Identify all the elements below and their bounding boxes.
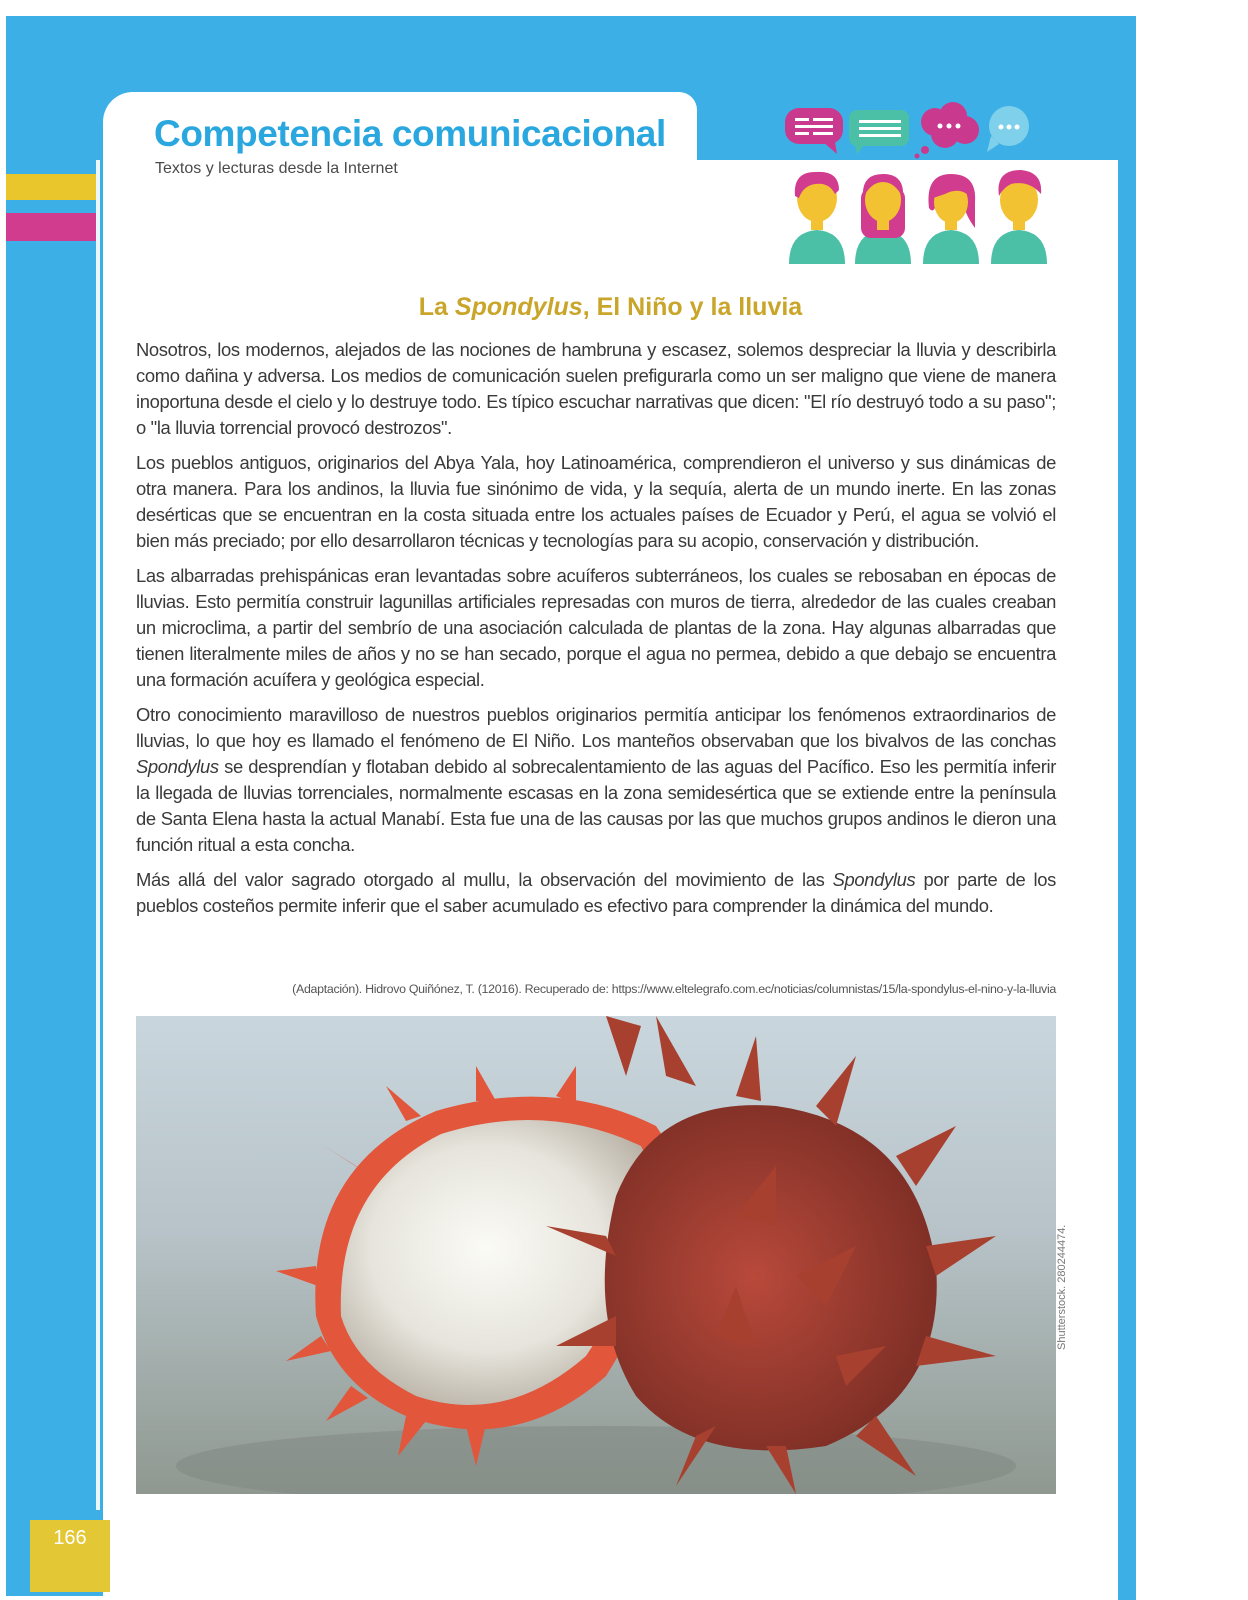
page-number: 166	[53, 1527, 87, 1549]
article-title-italic: Spondylus	[454, 293, 583, 321]
photo-credit: Shutterstock. 280244474.	[1056, 1224, 1068, 1350]
accent-bar-yellow	[6, 174, 96, 200]
paragraph: Las albarradas prehispánicas eran levantadas sobre acuíferos subterráneos, los cuales se rebosaban en épocas de lluvias. Esto permitía construir lagunillas artificiales represadas con muros de tierra, alrededor de las cuales creaban un microclima, a partir del sembrío de una asociación calculada de plantas de la zona. Hay algunas albarradas que tienen literalmente miles de años y no se han secado, porque el agua no permea, debido a que debajo se encuentra una formación acuífera y geológica especial.	[136, 565, 1056, 690]
paragraph: Nosotros, los modernos, alejados de las nociones de hambruna y escasez, solemos despreciar la lluvia y describirla como dañina y adversa. Los medios de comunicación suelen prefigurarla como un ser maligno que viene de manera inoportuna desde el cielo y lo destruye todo. Es típico escuchar narrativas que dicen: "El río destruyó todo a su paso"; o "la lluvia torrencial provocó destrozos".	[136, 339, 1056, 438]
section-title: Competencia comunicacional	[154, 113, 666, 154]
article-title: La Spondylus, El Niño y la lluvia	[418, 293, 803, 321]
chat-bubbles-decoration	[785, 100, 1045, 160]
people-group-icon	[785, 168, 1055, 264]
article-body	[136, 337, 1056, 928]
source-citation: (Adaptación). Hidrovo Quiñónez, T. (12016). Recuperado de: https://www.eltelegrafo.com.ec/noticias/columnistas/15/la-spondylus-el-nino-y-la-lluvia	[292, 982, 1056, 996]
paragraph: Más allá del valor sagrado otorgado al mullu, la observación del movimiento de las Spondylus por parte de los pueblos costeños permite inferir que el saber acumulado es efectivo para comprender la dinámica del mundo.	[136, 869, 1057, 916]
paragraph: Otro conocimiento maravilloso de nuestros pueblos originarios permitía anticipar los fenómenos extraordinarios de lluvias, lo que hoy es llamado el fenómeno de El Niño. Los manteños observaban que los bivalvos de las conchas Spondylus se desprendían y flotaban debido al sobrecalentamiento de las aguas del Pacífico. Eso les permitía inferir la llegada de lluvias torrenciales, normalmente escasas en la zona semidesértica que se extiende entre la península de Santa Elena hasta la actual Manabí. Esta fue una de las causas por las que muchos grupos andinos le dieron una función ritual a esta concha.	[136, 704, 1056, 855]
thought-cloud-icon	[915, 102, 980, 159]
section-subtitle: Textos y lecturas desde la Internet	[155, 160, 398, 177]
frame-right-band	[1118, 16, 1136, 1600]
frame-inner-line	[96, 160, 100, 1510]
chat-bubble-lines-icon	[785, 108, 843, 154]
spondylus-shell-photo	[136, 1016, 1056, 1494]
chat-bubble-text-icon	[849, 110, 909, 154]
paragraph: Los pueblos antiguos, originarios del Abya Yala, hoy Latinoamérica, comprendieron el universo y sus dinámicas de otra manera. Para los andinos, la lluvia fue sinónimo de vida, y la sequía, alerta de un mundo inerte. En las zonas desérticas que se encuentran en la costa situada entre los actuales países de Ecuador y Perú, el agua se volvió el bien más preciado; por ello desarrollaron técnicas y tecnologías para su acopio, conservación y distribución.	[136, 452, 1056, 551]
accent-bar-pink	[6, 213, 96, 241]
frame-left-band	[6, 16, 106, 1596]
chat-bubble-dots-icon	[987, 106, 1029, 152]
